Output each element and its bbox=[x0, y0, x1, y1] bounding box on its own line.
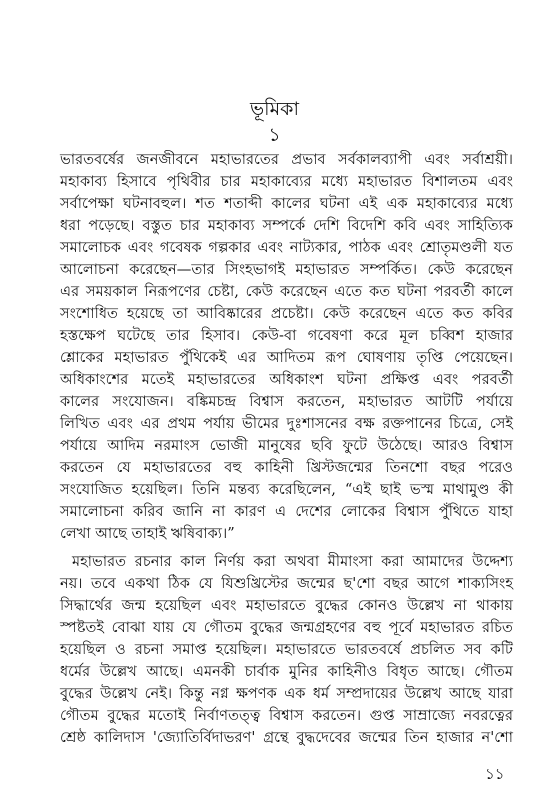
text-line: নয়। তবে একথা ঠিক যে যিশুখ্রিস্টের জন্মের ছ'শো বছর আগে শাক্যসিংহ bbox=[60, 575, 513, 592]
text-line: অধিকাংশের মতেই মহাভারতের অধিকাংশ ঘটনা প্রক্ষিপ্ত এবং পরবর্তী bbox=[60, 371, 513, 388]
text-line: শ্রেষ্ঠ কালিদাস 'জ্যোতির্বিদাভরণ' গ্রন্থে বুদ্ধদেবের জন্মের তিন হাজার ন'শো bbox=[60, 729, 513, 746]
text-line: বুদ্ধের উল্লেখ নেই। কিন্তু নগ্ন ক্ষপণক এক ধর্ম সম্প্রদায়ের উল্লেখ আছে যারা bbox=[60, 685, 513, 702]
text-line: সমালোচক এবং গবেষক গল্পকার এবং নাট্যকার, পাঠক এবং শ্রোতৃমণ্ডলী যত bbox=[60, 239, 513, 256]
text-line: ধরা পড়েছে। বস্তুত চার মহাকাব্য সম্পর্কে দেশি বিদেশি কবি এবং সাহিত্যিক bbox=[60, 217, 513, 234]
text-line: মহাকাব্য হিসাবে পৃথিবীর চার মহাকাব্যের মধ্যে মহাভারত বিশালতম এবং bbox=[60, 173, 513, 190]
text-line: সিদ্ধার্থের জন্ম হয়েছিল এবং মহাভারতে বুদ্ধের কোনও উল্লেখ না থাকায় bbox=[60, 597, 513, 614]
text-line: কালের সংযোজন। বঙ্কিমচন্দ্র বিশ্বাস করতেন, মহাভারত আটটি পর্যায়ে bbox=[60, 393, 513, 410]
text-line: সর্বাপেক্ষা ঘটনাবহুল। শত শতাব্দী কালের ঘটনা এই এক মহাকাব্যের মধ্যে bbox=[60, 195, 513, 212]
text-line: হয়েছিল ও রচনা সমাপ্ত হয়েছিল। মহাভারতে ভারতবর্ষে প্রচলিত সব কটি bbox=[60, 641, 513, 658]
text-line: সংশোধিত হয়েছে তা আবিষ্কারের প্রচেষ্টা। কেউ করেছেন এতে কত কবির bbox=[60, 305, 513, 322]
text-line: পর্যায়ে আদিম নরমাংস ভোজী মানুষের ছবি ফুটে উঠেছে। আরও বিশ্বাস bbox=[60, 437, 513, 454]
text-line: লেখা আছে তাহাই ঋষিবাক্য।” bbox=[60, 525, 235, 542]
text-line: এর সময়কাল নিরূপণের চেষ্টা, কেউ করেছেন এতে কত ঘটনা পরবর্তী কালে bbox=[60, 283, 513, 300]
text-line: ভারতবর্ষের জনজীবনে মহাভারতের প্রভাব সর্বকালব্যাপী এবং সর্বাশ্রয়ী। bbox=[60, 151, 513, 168]
text-line: করতেন যে মহাভারতের বহু কাহিনী খ্রিস্টজন্মের তিনশো বছর পরেও bbox=[60, 459, 513, 476]
text-line: ধর্মের উল্লেখ আছে। এমনকী চার্বাক মুনির কাহিনীও বিধৃত আছে। গৌতম bbox=[60, 663, 513, 680]
page-number: ১১ bbox=[485, 765, 505, 783]
text-line: গৌতম বুদ্ধের মতোই নির্বাণতত্ত্ব বিশ্বাস করতেন। গুপ্ত সাম্রাজ্যে নবরত্নের bbox=[60, 707, 513, 724]
text-line: মহাভারত রচনার কাল নির্ণয় করা অথবা মীমাংসা করা আমাদের উদ্দেশ্য bbox=[72, 553, 513, 570]
text-line: স্পষ্টতই বোঝা যায় যে গৌতম বুদ্ধের জন্মগ্রহণের বহু পূর্বে মহাভারত রচিত bbox=[60, 619, 513, 636]
text-line: আলোচনা করেছেন—তার সিংহভাগই মহাভারত সম্পর্কিত। কেউ করেছেন bbox=[60, 261, 513, 278]
text-line: হস্তক্ষেপ ঘটেছে তার হিসাব। কেউ-বা গবেষণা করে মূল চব্বিশ হাজার bbox=[60, 327, 513, 344]
text-line: সমালোচনা করিব জানি না কারণ এ দেশের লোকের বিশ্বাস পুঁথিতে যাহা bbox=[60, 503, 513, 520]
text-line: সংযোজিত হয়েছিল। তিনি মন্তব্য করেছিলেন, “এই ছাই ভস্ম মাথামুণ্ড কী bbox=[60, 481, 513, 498]
chapter-number: ১ bbox=[268, 124, 281, 146]
text-line: শ্লোকের মহাভারত পুঁথিকেই এর আদিতম রূপ ঘোষণায় তৃপ্তি পেয়েছেন। bbox=[60, 349, 513, 366]
chapter-title: ভূমিকা bbox=[250, 98, 299, 120]
text-line: লিখিত এবং এর প্রথম পর্যায় ভীমের দুঃশাসনের বক্ষ রক্তপানের চিত্রে, সেই bbox=[60, 415, 513, 432]
